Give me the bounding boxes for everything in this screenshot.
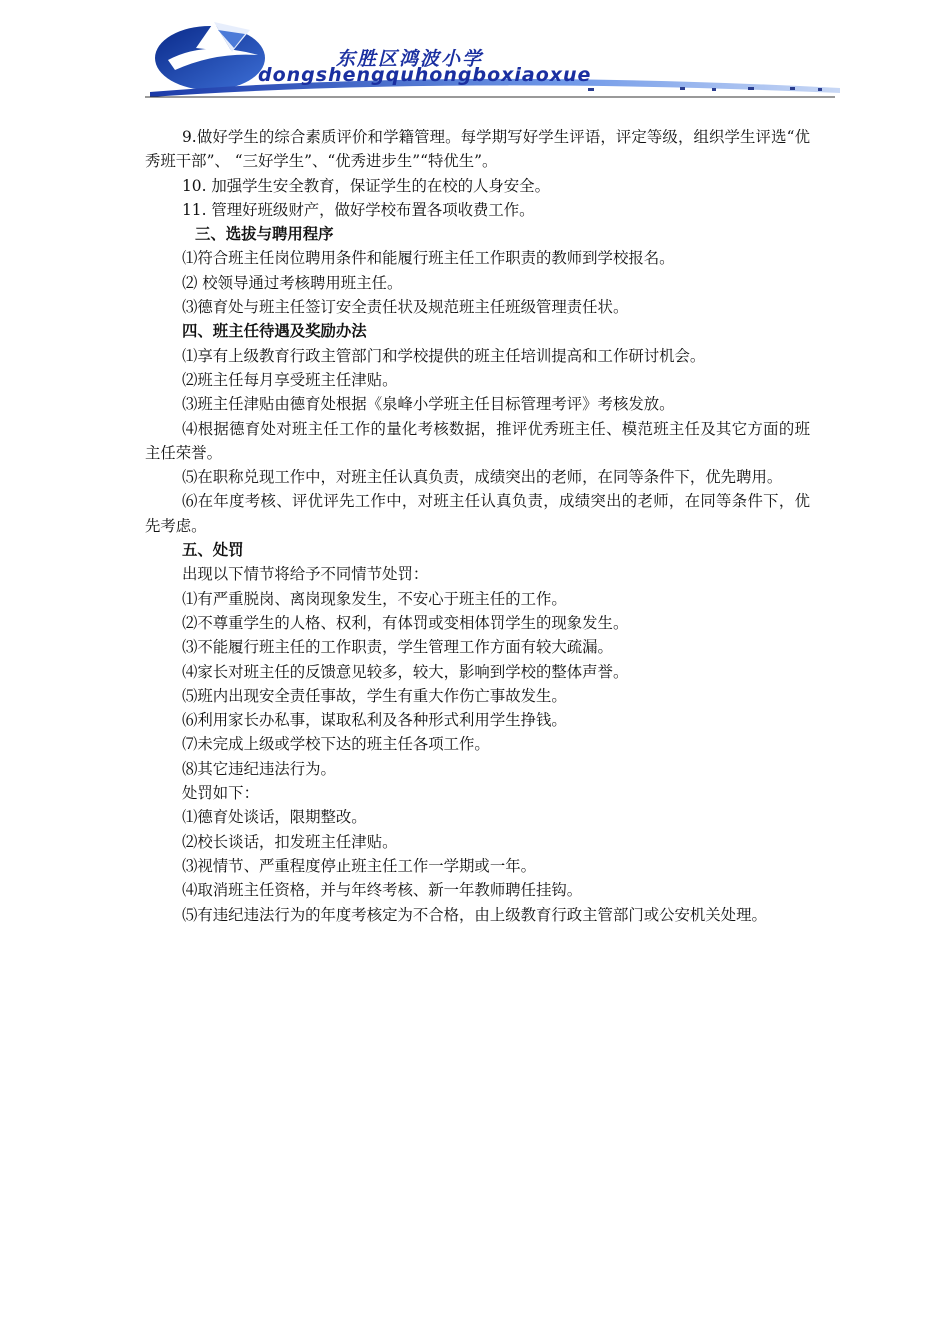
page-header [0, 0, 950, 105]
penalty-item-3: ⑶视情节、严重程度停止班主任工作一学期或一年。 [182, 856, 536, 875]
section-heading-4: 四、班主任待遇及奖励办法 [182, 322, 367, 341]
duty-item-11: 11. 管理好班级财产，做好学校布置各项收费工作。 [182, 200, 535, 219]
benefit-item-4: ⑷根据德育处对班主任工作的量化考核数据，推评优秀班主任、模范班主任及其它方面的班主任荣誉。 [145, 419, 810, 462]
school-pinyin: dongshengquhongboxiaoxue [258, 64, 592, 86]
selection-item-1: ⑴符合班主任岗位聘用条件和能履行班主任工作职责的教师到学校报名。 [182, 249, 675, 268]
violation-item-3: ⑶不能履行班主任的工作职责，学生管理工作方面有较大疏漏。 [182, 638, 613, 657]
benefit-item-2: ⑵班主任每月享受班主任津贴。 [182, 370, 398, 389]
penalty-item-1: ⑴德育处谈话，限期整改。 [182, 808, 367, 827]
violation-item-2: ⑵不尊重学生的人格、权利，有体罚或变相体罚学生的现象发生。 [182, 613, 629, 632]
benefit-item-1: ⑴享有上级教育行政主管部门和学校提供的班主任培训提高和工作研讨机会。 [182, 346, 706, 365]
violation-item-5: ⑸班内出现安全责任事故，学生有重大作伤亡事故发生。 [182, 686, 567, 705]
violation-item-4: ⑷家长对班主任的反馈意见较多，较大，影响到学校的整体声誉。 [182, 662, 629, 681]
violation-intro: 出现以下情节将给予不同情节处罚： [182, 565, 429, 584]
violation-item-6: ⑹利用家长办私事，谋取私利及各种形式利用学生挣钱。 [182, 711, 567, 730]
violation-item-8: ⑻其它违纪违法行为。 [182, 759, 336, 778]
section-heading-3: 三、选拔与聘用程序 [195, 225, 334, 244]
benefit-item-5: ⑸在职称兑现工作中，对班主任认真负责，成绩突出的老师，在同等条件下，优先聘用。 [182, 468, 783, 487]
violation-item-1: ⑴有严重脱岗、离岗现象发生，不安心于班主任的工作。 [182, 589, 567, 608]
penalty-item-2: ⑵校长谈话，扣发班主任津贴。 [182, 832, 398, 851]
penalty-item-4: ⑷取消班主任资格，并与年终考核、新一年教师聘任挂钩。 [182, 881, 583, 900]
selection-item-2: ⑵ 校领导通过考核聘用班主任。 [182, 273, 403, 292]
benefit-item-6: ⑹在年度考核、评优评先工作中，对班主任认真负责，成绩突出的老师，在同等条件下，优先考虑。 [145, 492, 810, 535]
school-name: 东胜区鸿波小学 [336, 48, 484, 70]
benefit-item-3: ⑶班主任津贴由德育处根据《泉峰小学班主任目标管理考评》考核发放。 [182, 395, 675, 414]
section-heading-5: 五、处罚 [182, 541, 244, 560]
duty-item-9: 9.做好学生的综合素质评价和学籍管理。每学期写好学生评语，评定等级，组织学生评选“优秀班干部”、 “三好学生”、“优秀进步生”“特优生”。 [145, 128, 810, 171]
document-body [145, 125, 810, 927]
penalty-intro: 处罚如下： [182, 784, 259, 803]
violation-item-7: ⑺未完成上级或学校下达的班主任各项工作。 [182, 735, 490, 754]
selection-item-3: ⑶德育处与班主任签订安全责任状及规范班主任班级管理责任状。 [182, 298, 629, 317]
penalty-item-5: ⑸有违纪违法行为的年度考核定为不合格，由上级教育行政主管部门或公安机关处理。 [182, 905, 767, 924]
duty-item-10: 10. 加强学生安全教育，保证学生的在校的人身安全。 [182, 176, 550, 195]
